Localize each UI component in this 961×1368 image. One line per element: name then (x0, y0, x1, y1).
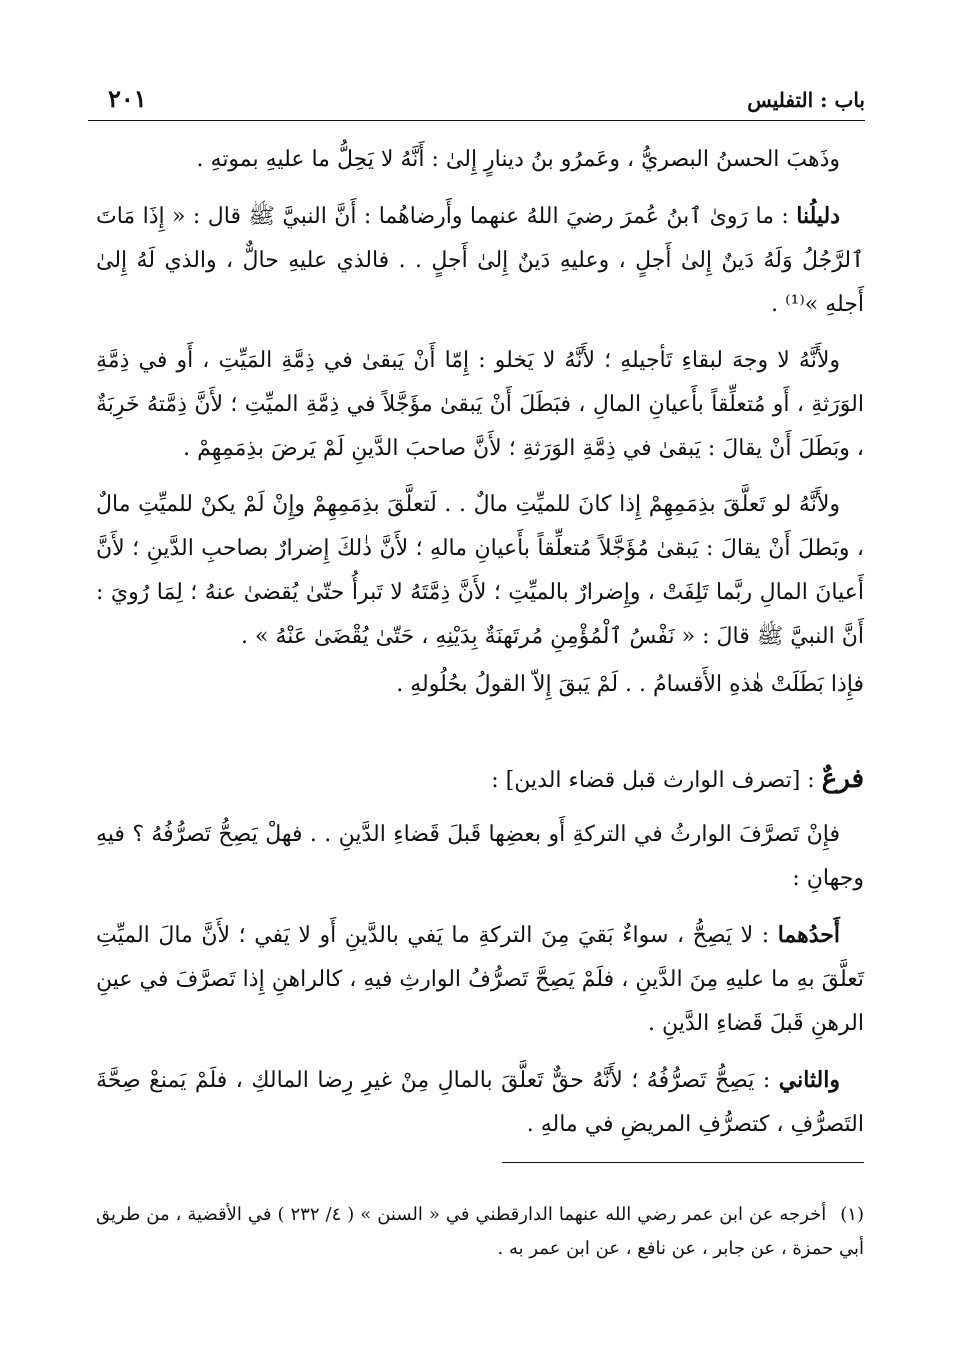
paragraph-8-text: : يَصِحُّ تَصرُّفُهُ ؛ لأَنَّهُ حقٌّ تَعلَّقَ بالمالِ مِنْ غيرِ رِضا المالكِ ، فلَمْ يَمنعْ صِحَّةَ التَصرُّفِ ، كتصرُّفِ المريضِ في مالهِ . (96, 1068, 864, 1137)
section-heading (96, 757, 864, 803)
paragraph-2 (96, 194, 864, 327)
section-heading-lead: فرعٌ (821, 764, 864, 794)
paragraph-7 (96, 913, 864, 1046)
paragraph-7-text: : لا يَصِحُّ ، سواءٌ بَقيَ مِنَ التركةِ ما يَفي بالدَّينِ أَو لا يَفي ؛ لأَنَّ مالَ الميِّتِ تَعلَّقَ بهِ ما عليهِ مِنَ الدَّينِ ، فلَمْ يَصِحَّ تَصرُّفُ الوارثِ فيهِ ، كالراهنِ إِذا تَصرَّفَ في عينِ الرهنِ قَبلَ قَضاءِ الدَّينِ . (96, 923, 864, 1036)
running-header (88, 84, 865, 118)
footnote-divider (502, 1162, 864, 1163)
section-heading-text: : [تصرف الوارث قبل قضاء الدين] : (491, 768, 822, 793)
paragraph-2-text: : ما رَوىٰ ٱبنُ عُمرَ رضيَ اللهُ عنهما وأَرضاهُما : أَنَّ النبيَّ ﷺ قال : « إِذَا مَاتَ ٱلرَّجُلُ وَلَهُ دَينٌ إِلىٰ أَجلٍ ، وعليهِ دَينٌ إِلىٰ أَجلٍ . . فالذي عليهِ حالٌّ ، والذي لَهُ إِلىٰ أَجلهِ »⁽¹⁾ . (96, 204, 864, 317)
paragraph-5: فإِذا بَطَلَتْ هٰذهِ الأَقسامُ . . لَمْ يَبقَ إِلاّ القولُ بحُلُولهِ . (396, 672, 864, 697)
page-number: ٢٠١ (108, 84, 147, 113)
footnote (96, 1198, 864, 1266)
paragraph-2-lead: دليلُنا (796, 203, 840, 229)
paragraph-8-lead: والثاني (778, 1067, 840, 1093)
paragraph-1: وذَهبَ الحسنُ البصريُّ ، وعَمرُو بنُ دينارٍ إِلىٰ : أَنَّهُ لا يَحِلُّ ما عليهِ بموتهِ . (196, 147, 840, 172)
paragraph-8 (96, 1058, 864, 1147)
paragraph-4: ولأَنَّهُ لو تَعلَّقَ بذِمَمِهِمْ إِذا كانَ للميِّتِ مالٌ . . لَتعلَّقَ بذِمَمِهِمْ وإِنْ لَمْ يكنْ للميِّتِ مالٌ ، وبَطلَ أَنْ يقالَ : يَبقىٰ مُؤَجَّلاً مُتعلِّقاً بأَعيانِ مالهِ ؛ لأَنَّ ذٰلكَ إِضرارٌ بصاحبِ الدَّينِ ؛ لأَنَّ أَعيانَ المالِ ربَّما تَلِفَتْ ، وإِضرارٌ بالميِّتِ ؛ لأَنَّ ذِمَّتَهُ لا تَبرأُ حتّىٰ يُقضىٰ عنهُ ؛ لِمَا رُويَ : أَنَّ النبيَّ ﷺ قالَ : « نَفْسُ ٱلْمُؤْمِنِ مُرتَهنَةٌ بِدَيْنِهِ ، حَتّىٰ يُقْضَىٰ عَنْهُ » . (96, 492, 864, 649)
paragraph-3: ولأَنَّهُ لا وجهَ لبقاءِ تَأجيلهِ ؛ لأَنَّهُ لا يَخلو : إِمّا أَنْ يَبقىٰ في ذِمَّةِ المَيِّتِ ، أَو في ذِمَّةِ الوَرَثةِ ، أَو مُتعلِّقاً بأَعيانِ المالِ ، فبَطَلَ أَنْ يَبقىٰ مؤَجَّلاً في ذِمَّةِ الميِّتِ ؛ لأَنَّ ذِمَّتهُ خَرِبَةٌ ، وبَطَلَ أَنْ يقالَ : يَبقىٰ في ذِمَّةِ الوَرَثةِ ؛ لأَنَّ صاحبَ الدَّينِ لَمْ يَرضَ بذِمَمِهِمْ . (96, 348, 864, 461)
main-text (96, 138, 864, 1159)
chapter-title: باب : التفليس (747, 88, 865, 112)
paragraph-6: فإِنْ تَصرَّفَ الوارثُ في التركةِ أَو بعضِها قَبلَ قَضاءِ الدَّينِ . . فهلْ يَصِحُّ تَصرُّفُهُ ؟ فيهِ وجهانِ : (96, 822, 864, 891)
footnote-text: أخرجه عن ابن عمر رضي الله عنهما الدارقطني في « السنن » ( ٤/ ٢٣٢ ) في الأقضية ، من طريق أبي حمزة ، عن جابر ، عن نافع ، عن ابن عمر به . (96, 1204, 864, 1259)
header-divider (88, 120, 865, 121)
section-gap (96, 719, 864, 757)
paragraph-7-lead: أَحدُهما (777, 922, 840, 948)
footnote-number: (١) (840, 1204, 864, 1225)
